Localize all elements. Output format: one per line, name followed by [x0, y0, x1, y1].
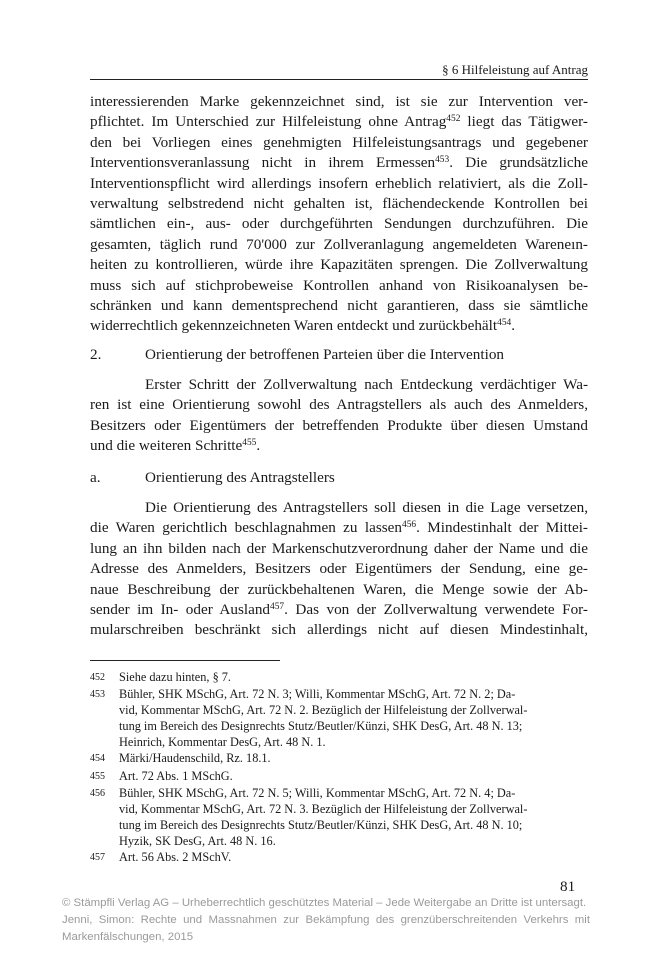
footnote: [90, 849, 588, 866]
footnote-number: 457: [90, 852, 105, 864]
footnote-ref[interactable]: 456: [402, 520, 417, 531]
header-rule: [90, 79, 588, 80]
text-line: muss sich auf stichprobeweise Kontrollen anhand von Risikoanalysen be-: [90, 276, 588, 294]
footnote: [90, 686, 588, 750]
footnote-line: vid, Kommentar MSchG, Art. 72 N. 2. Bezüglich der Hilfeleistung der Zollverwal-: [119, 703, 528, 718]
paragraph-2: [90, 375, 588, 457]
footnote-ref[interactable]: 457: [270, 601, 285, 612]
footnote-line: Art. 72 Abs. 1 MSchG.: [119, 768, 233, 783]
text-line: ren ist eine Orientierung sowohl des Antragstellers als auch des Anmelders,: [90, 396, 588, 414]
footnote-number: 456: [90, 787, 105, 799]
footnote-rule: [90, 660, 280, 661]
text-line: die Waren gerichtlich beschlagnahmen zu lassen$^{456}$. Mindestinhalt der Mittei-: [90, 519, 588, 537]
footnote-line: Siehe dazu hinten, § 7.: [119, 670, 232, 684]
footnote-number: 453: [90, 689, 105, 701]
footnote: [90, 669, 588, 686]
copyright-watermark: [62, 895, 590, 946]
section-2-heading: [90, 346, 504, 364]
footnote-line: Heinrich, Kommentar DesG, Art. 48 N. 1.: [119, 735, 326, 750]
text-line: widerrechtlich gekennzeichneten Waren entdeckt und zurückbehält$^{454}$.: [90, 317, 516, 335]
footnote: [90, 750, 588, 767]
footnote: [90, 768, 588, 785]
footnote-line: Bühler, SHK MSchG, Art. 72 N. 3; Willi, Kommentar MSchG, Art. 72 N. 2; Da-: [119, 687, 516, 702]
text-line: Besitzers oder Eigentümers der betreffenden Produkte über diesen Umstand: [90, 416, 588, 434]
footnote-ref[interactable]: 454: [497, 318, 512, 329]
footnote-number: 452: [90, 672, 105, 683]
footnote-line: tung im Bereich des Designrechts Stutz/Beutler/Künzi, SHK DesG, Art. 48 N. 13;: [119, 719, 523, 734]
watermark-line: Jenni, Simon: Rechte und Massnahmen zur Bekämpfung des grenzüberschreitenden Verkehrs mit: [62, 914, 590, 926]
text-line: mularschreiben beschränkt sich allerdings nicht auf diesen Mindestinhalt,: [90, 621, 588, 639]
text-line: interessierenden Marke gekennzeichnet sind, ist sie zur Intervention ver-: [90, 93, 588, 110]
footnote-line: Hyzik, SK DesG, Art. 48 N. 16.: [119, 833, 276, 848]
section-title: Orientierung der betroffenen Parteien über die Intervention: [145, 346, 505, 363]
paragraph-1: [90, 92, 588, 337]
text-line: Interventionsveranlassung nicht in ihrem Ermessen$^{453}$. Die grundsätzliche: [90, 154, 588, 172]
text-line: Die Orientierung des Antragstellers soll diesen in die Lage versetzen,: [145, 499, 588, 516]
text-line: den bei Vorliegen eines genehmigten Hilfeleistungsantrags und gegebener: [90, 133, 588, 151]
text-line: Erster Schritt der Zollverwaltung nach Entdeckung verdächtiger Wa-: [145, 376, 588, 393]
text-line: pflichtet. Im Unterschied zur Hilfeleistung ohne Antrag$^{452}$ liegt das Tätigwer-: [90, 113, 588, 131]
footnote-line: tung im Bereich des Designrechts Stutz/Beutler/Künzi, SHK DesG, Art. 48 N. 10;: [119, 817, 523, 832]
text-line: Adresse des Anmelders, Besitzers oder Eigentümers der Sendung, eine ge-: [90, 560, 588, 578]
text-line: lung an ihn bilden nach der Markenschutzverordnung daher der Name und die: [90, 539, 588, 557]
footnote-number: 454: [90, 753, 105, 765]
section-title: Orientierung des Antragstellers: [145, 469, 335, 486]
text-line: Interventionspflicht wird allerdings insofern erheblich relativiert, als die Zoll-: [90, 174, 588, 192]
text-line: heiten zu kontrollieren, würde ihre Kapazitäten sprengen. Die Zollverwaltung: [90, 256, 588, 274]
footnote: [90, 785, 588, 849]
footnote-line: Bühler, SHK MSchG, Art. 72 N. 5; Willi, Kommentar MSchG, Art. 72 N. 4; Da-: [119, 785, 516, 800]
footnote-ref[interactable]: 452: [446, 114, 461, 125]
footnote-ref[interactable]: 455: [242, 438, 257, 448]
footnote-line: Art. 56 Abs. 2 MSchV.: [119, 850, 232, 865]
footnote-number: 455: [90, 770, 105, 782]
watermark-line: Markenfälschungen, 2015: [62, 931, 194, 943]
section-a-heading: [90, 469, 335, 487]
running-head: § 6 Hilfeleistung auf Antrag: [442, 62, 588, 77]
text-line: sämtlichen ein-, aus- oder durchgeführten Sendungen durchzuführen. Die: [90, 215, 588, 233]
text-line: und die weiteren Schritte$^{455}$.: [90, 437, 261, 455]
footnote-line: Märki/Haudenschild, Rz. 18.1.: [119, 751, 271, 766]
footnotes: [90, 669, 588, 866]
footnote-line: vid, Kommentar MSchG, Art. 72 N. 3. Bezüglich der Hilfeleistung der Zollverwal-: [119, 801, 528, 816]
text-line: gesamten, täglich rund 70'000 zur Zollveranlagung angemeldeten Wareneın-: [90, 235, 588, 253]
text-line: sender im In- oder Ausland$^{457}$. Das von der Zollverwaltung verwendete For-: [90, 600, 588, 618]
text-line: naue Beschreibung der zurückbehaltenen Waren, die Menge sowie der Ab-: [90, 580, 588, 598]
page-number: 81: [560, 878, 576, 895]
paragraph-3: [90, 498, 588, 641]
section-number: 2.: [90, 346, 102, 363]
watermark-line: © Stämpfli Verlag AG – Urheberrechtlich geschütztes Material – Jede Weitergabe an Dritte ist untersagt.: [62, 897, 587, 909]
text-line: schränken und kann dementsprechend nicht garantieren, dass sie sämtliche: [90, 296, 588, 314]
section-number: a.: [90, 469, 101, 486]
text-line: verwaltung selbstredend nicht gehalten ist, flächendeckende Kontrollen bei: [90, 194, 588, 212]
footnote-ref[interactable]: 453: [435, 155, 450, 165]
